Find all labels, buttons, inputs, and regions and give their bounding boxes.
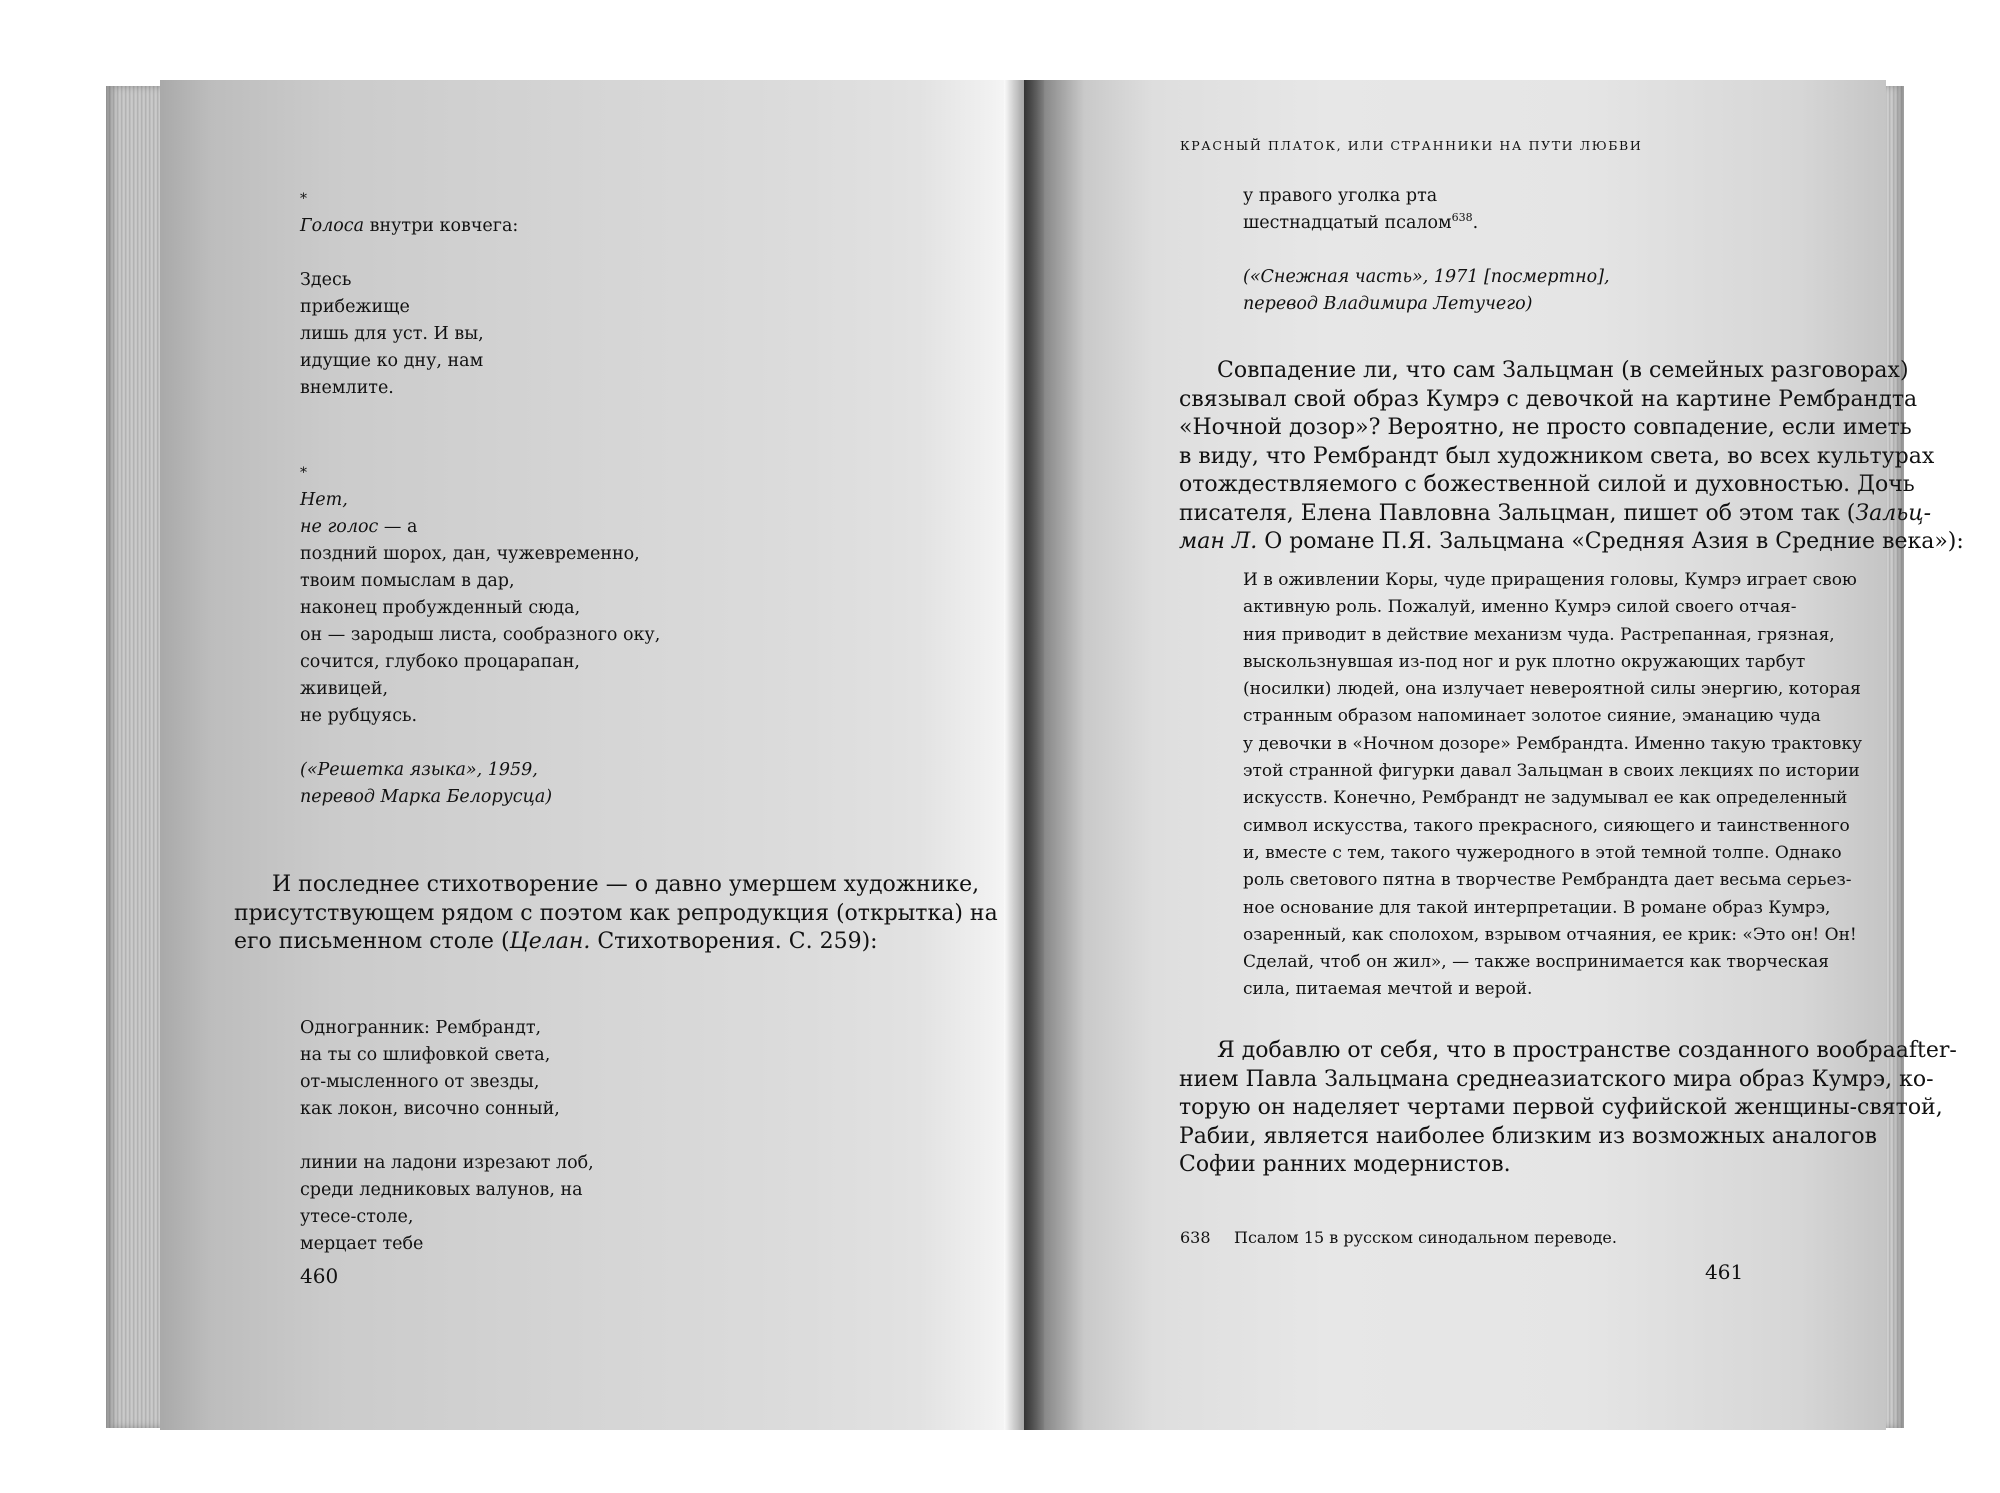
book-gutter xyxy=(1004,80,1044,1430)
poem-heading: Голоса внутри ковчега: xyxy=(300,216,519,236)
poem-line: не голос — а xyxy=(300,517,418,537)
poem-end xyxy=(1243,183,1610,318)
quote-line: озаренный, как сполохом, взрывом отчаяния, ее крик: «Это он! Он! xyxy=(1243,924,1857,945)
quote-line: ния приводит в действие механизм чуда. Растрепанная, грязная, xyxy=(1243,624,1835,645)
poem-line: он — зародыш листа, сообразного оку, xyxy=(300,625,661,645)
poem-line: у правого уголка рта xyxy=(1243,186,1438,206)
poem-line: как локон, височно сонный, xyxy=(300,1099,560,1119)
right-page xyxy=(1024,80,1964,1430)
paragraph-line: в виду, что Рембрандт был художником света, во всех культурах xyxy=(1179,443,1935,469)
paragraph-line: Я добавлю от себя, что в пространстве созданного вообраafter- xyxy=(1217,1038,1957,1063)
left-page xyxy=(160,80,1022,1430)
page-number-right: 461 xyxy=(1705,1260,1744,1284)
poem-line: Одногранник: Рембрандт, xyxy=(300,1018,542,1038)
poem-line: на ты со шлифовкой света, xyxy=(300,1045,551,1065)
footnote xyxy=(1180,1228,1617,1247)
paragraph-coincidence xyxy=(1179,357,1964,557)
left-page-edges xyxy=(106,86,164,1428)
poem-source: перевод Владимира Летучего) xyxy=(1243,294,1533,314)
section-star: * xyxy=(300,465,307,481)
quote-line: искусств. Конечно, Рембрандт не задумывал ее как определенный xyxy=(1243,788,1848,809)
poem-line: мерцает тебе xyxy=(300,1234,424,1254)
poem-line: живицей, xyxy=(300,679,389,699)
poem-voices-ark xyxy=(300,186,518,402)
quote-line: активную роль. Пожалуй, именно Кумрэ силой своего отчая- xyxy=(1243,597,1797,618)
quote-line: выскользнувшая из-под ног и рук плотно окружающих тарбут xyxy=(1243,651,1806,672)
running-head: КРАСНЫЙ ПЛАТОК, ИЛИ СТРАННИКИ НА ПУТИ ЛЮБВИ xyxy=(1180,138,1643,153)
poem-line: утесе-столе, xyxy=(300,1207,414,1227)
poem-line: шестнадцатый псалом$^{638}$. xyxy=(1243,211,1479,233)
poem-source: перевод Марка Белорусца) xyxy=(300,787,553,807)
poem-rembrandt xyxy=(300,1015,594,1258)
page-number-left: 460 xyxy=(300,1264,339,1288)
section-star: * xyxy=(300,191,307,207)
paragraph-line: И последнее стихотворение — о давно умершем художнике, xyxy=(272,872,980,897)
paragraph-line: торую он наделяет чертами первой суфийской женщины-святой, xyxy=(1179,1095,1943,1120)
paragraph-line: его письменном столе (Целан. Стихотворения. С. 259): xyxy=(234,929,878,954)
paragraph-line: Софии ранних модернистов. xyxy=(1179,1152,1511,1177)
poem-line: идущие ко дну, нам xyxy=(300,351,484,371)
footnote-number: 638 xyxy=(1180,1228,1211,1247)
poem-line: прибежище xyxy=(300,297,410,317)
poem-line: внемлите. xyxy=(300,378,394,398)
quote-line: (носилки) людей, она излучает невероятной силы энергию, которая xyxy=(1243,679,1861,700)
quote-line: И в оживлении Коры, чуде приращения головы, Кумрэ играет свою xyxy=(1243,570,1857,590)
quote-line: и, вместе с тем, такого чужеродного в этой темной толпе. Однако xyxy=(1243,842,1842,863)
poem-no-voice xyxy=(300,460,660,811)
paragraph-line: присутствующем рядом с поэтом как репродукция (открытка) на xyxy=(234,900,998,926)
paragraph-last-poem xyxy=(234,871,998,957)
quote-line: Сделай, чтоб он жил», — также воспринимается как творческая xyxy=(1243,952,1829,973)
paragraph-line: Совпадение ли, что сам Зальцман (в семейных разговорах) xyxy=(1217,358,1909,383)
poem-line: не рубцуясь. xyxy=(300,706,418,726)
paragraph-line: Рабии, является наиболее близким из возможных аналогов xyxy=(1179,1123,1878,1149)
poem-source: («Снежная часть», 1971 [посмертно], xyxy=(1243,267,1610,287)
poem-line: линии на ладони изрезают лоб, xyxy=(300,1153,594,1173)
paragraph-sophia xyxy=(1179,1037,1957,1180)
quote-line: ное основание для такой интерпретации. В романе образ Кумрэ, xyxy=(1243,897,1831,918)
quote-line: роль светового пятна в творчестве Рембрандта дает весьма серьез- xyxy=(1243,870,1852,891)
paragraph-line: отождествляемого с божественной силой и духовностью. Дочь xyxy=(1179,472,1915,497)
block-quote xyxy=(1243,567,1862,1004)
paragraph-line: нием Павла Зальцмана среднеазиатского мира образ Кумрэ, ко- xyxy=(1179,1066,1934,1092)
poem-line: Здесь xyxy=(300,270,352,290)
paragraph-line: связывал свой образ Кумрэ с девочкой на картине Рембрандта xyxy=(1179,386,1918,412)
paragraph-line: ман Л. О романе П.Я. Зальцмана «Средняя Азия в Средние века»): xyxy=(1179,529,1964,554)
poem-line: среди ледниковых валунов, на xyxy=(300,1180,583,1200)
footnote-ref[interactable]: 638 xyxy=(1451,211,1473,225)
poem-line: сочится, глубоко процарапан, xyxy=(300,652,580,672)
quote-line: символ искусства, такого прекрасного, сияющего и таинственного xyxy=(1243,815,1850,836)
footnote-text: Псалом 15 в русском синодальном переводе. xyxy=(1234,1228,1617,1247)
poem-line: от-мысленного от звезды, xyxy=(300,1072,540,1092)
poem-line: лишь для уст. И вы, xyxy=(300,324,484,344)
poem-line: Нет, xyxy=(300,490,348,510)
poem-line: наконец пробужденный сюда, xyxy=(300,598,581,618)
poem-line: поздний шорох, дан, чужевременно, xyxy=(300,544,640,564)
paragraph-line: писателя, Елена Павловна Зальцман, пишет об этом так (Зальц- xyxy=(1179,500,1931,526)
poem-line: твоим помыслам в дар, xyxy=(300,571,515,591)
quote-line: этой странной фигурки давал Зальцман в своих лекциях по истории xyxy=(1243,761,1860,782)
poem-source: («Решетка языка», 1959, xyxy=(300,760,538,780)
paragraph-line: «Ночной дозор»? Вероятно, не просто совпадение, если иметь xyxy=(1179,415,1912,440)
quote-line: странным образом напоминает золотое сияние, эманацию чуда xyxy=(1243,706,1821,727)
quote-line: у девочки в «Ночном дозоре» Рембрандта. Именно такую трактовку xyxy=(1243,733,1862,754)
quote-line: сила, питаемая мечтой и верой. xyxy=(1243,979,1533,1000)
